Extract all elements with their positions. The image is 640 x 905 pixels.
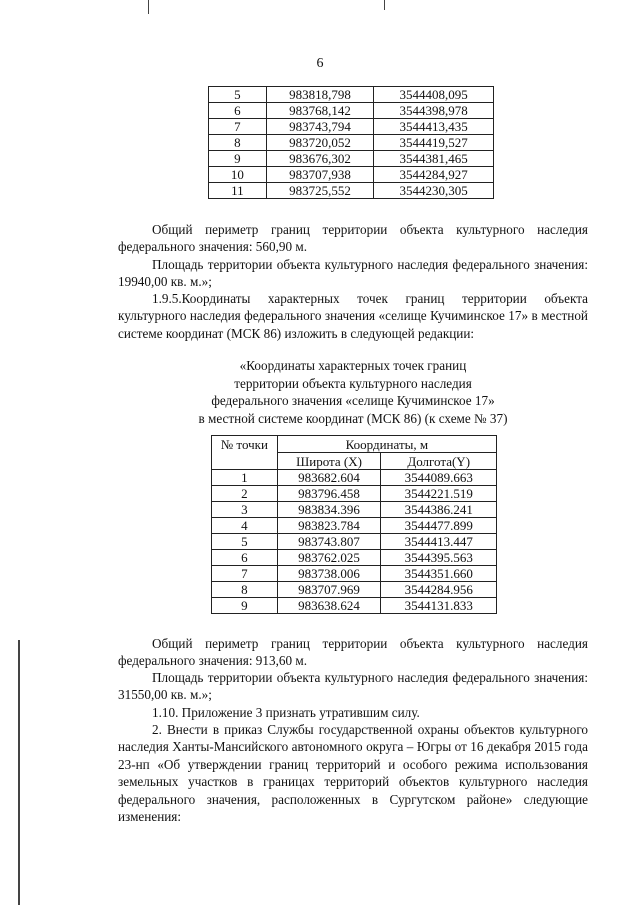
header-longitude: Долгота(Y) (381, 453, 497, 470)
table-row (212, 534, 497, 550)
longitude-cell: 3544386.241 (381, 502, 497, 518)
area-paragraph-1: Площадь территории объекта культурного наследия федерального значения: 19940,00 кв. м.»; (118, 257, 588, 290)
latitude-cell: 983823.784 (277, 518, 381, 534)
table-row (209, 87, 494, 103)
table-row (212, 582, 497, 598)
coordinates-table-header (212, 436, 497, 470)
header-coordinates: Координаты, м (277, 436, 496, 453)
point-number-cell: 4 (212, 518, 278, 534)
latitude-cell: 983638.624 (277, 598, 381, 614)
table-row (209, 119, 494, 135)
heading-line: «Координаты характерных точек границ (239, 358, 467, 373)
longitude-cell: 3544398,978 (374, 103, 494, 119)
latitude-cell: 983682.604 (277, 470, 381, 486)
longitude-cell: 3544408,095 (374, 87, 494, 103)
point-number-cell: 7 (212, 566, 278, 582)
latitude-cell: 983743.807 (277, 534, 381, 550)
coordinates-table (211, 435, 497, 614)
longitude-cell: 3544477.899 (381, 518, 497, 534)
point-number-cell: 9 (209, 151, 267, 167)
point-number-cell: 8 (212, 582, 278, 598)
point-number-cell: 2 (212, 486, 278, 502)
latitude-cell: 983818,798 (266, 87, 374, 103)
heading-line: федерального значения «селище Кучиминское 17» (211, 393, 495, 408)
point-number-cell: 5 (209, 87, 267, 103)
scan-margin-line (18, 640, 20, 905)
longitude-cell: 3544131.833 (381, 598, 497, 614)
longitude-cell: 3544395.563 (381, 550, 497, 566)
coordinates-heading (118, 357, 588, 427)
point-number-cell: 6 (212, 550, 278, 566)
table-row (209, 135, 494, 151)
longitude-cell: 3544089.663 (381, 470, 497, 486)
point-number-cell: 5 (212, 534, 278, 550)
point-number-cell: 7 (209, 119, 267, 135)
point-number-cell: 11 (209, 183, 267, 199)
coordinates-table-continued-body (209, 87, 494, 199)
point-number-cell: 9 (212, 598, 278, 614)
clause-2-paragraph: 2. Внести в приказ Службы государственной охраны объектов культурного наследия Ханты-Мансийского автономного округа – Югры от 16 декабря 2015 года 23-нп «Об утверждении границ территорий и особого режима использования земельных участков в границах территорий объектов культурного наследия федерального значения, расположенных в Сургутском районе» следующие изменения: (118, 722, 588, 825)
table-row (212, 518, 497, 534)
longitude-cell: 3544419,527 (374, 135, 494, 151)
latitude-cell: 983707,938 (266, 167, 374, 183)
table-row (212, 550, 497, 566)
table-row (212, 486, 497, 502)
latitude-cell: 983768,142 (266, 103, 374, 119)
point-number-cell: 10 (209, 167, 267, 183)
area-paragraph-2: Площадь территории объекта культурного наследия федерального значения: 31550,00 кв. м.»; (118, 670, 588, 703)
header-point-number: № точки (212, 436, 278, 470)
table-row (209, 151, 494, 167)
longitude-cell: 3544221.519 (381, 486, 497, 502)
table-row (209, 183, 494, 199)
longitude-cell: 3544381,465 (374, 151, 494, 167)
point-number-cell: 3 (212, 502, 278, 518)
clause-1-10-paragraph: 1.10. Приложение 3 признать утратившим силу. (152, 705, 420, 720)
table-row (212, 502, 497, 518)
latitude-cell: 983707.969 (277, 582, 381, 598)
perimeter-paragraph-2: Общий периметр границ территории объекта культурного наследия федерального значения: 913,60 м. (118, 636, 588, 669)
longitude-cell: 3544413,435 (374, 119, 494, 135)
heading-line: территории объекта культурного наследия (234, 375, 472, 391)
point-number-cell: 8 (209, 135, 267, 151)
table-row (212, 566, 497, 582)
scan-mark-top-2 (384, 0, 385, 10)
latitude-cell: 983834.396 (277, 502, 381, 518)
perimeter-paragraph-1: Общий периметр границ территории объекта культурного наследия федерального значения: 560,90 м. (118, 222, 588, 255)
latitude-cell: 983738.006 (277, 566, 381, 582)
point-number-cell: 6 (209, 103, 267, 119)
header-latitude: Широта (X) (277, 453, 381, 470)
latitude-cell: 983796.458 (277, 486, 381, 502)
page-number: 6 (316, 56, 324, 71)
longitude-cell: 3544351.660 (381, 566, 497, 582)
longitude-cell: 3544284,927 (374, 167, 494, 183)
coordinates-table-continued (208, 86, 494, 199)
coordinates-table-body (212, 470, 497, 614)
table-row (212, 598, 497, 614)
table-row (209, 167, 494, 183)
table-row (212, 470, 497, 486)
latitude-cell: 983762.025 (277, 550, 381, 566)
latitude-cell: 983676,302 (266, 151, 374, 167)
longitude-cell: 3544284.956 (381, 582, 497, 598)
point-number-cell: 1 (212, 470, 278, 486)
table-row (209, 103, 494, 119)
latitude-cell: 983720,052 (266, 135, 374, 151)
scan-mark-top (148, 0, 149, 14)
longitude-cell: 3544230,305 (374, 183, 494, 199)
latitude-cell: 983725,552 (266, 183, 374, 199)
clause-1-9-5-paragraph: 1.9.5.Координаты характерных точек границ территории объекта культурного наследия федерального значения «селище Кучиминское 17» в местной системе координат (МСК 86) изложить в следующей редакции: (118, 291, 588, 341)
heading-line: в местной системе координат (МСК 86) (к схеме № 37) (198, 410, 508, 426)
latitude-cell: 983743,794 (266, 119, 374, 135)
longitude-cell: 3544413.447 (381, 534, 497, 550)
